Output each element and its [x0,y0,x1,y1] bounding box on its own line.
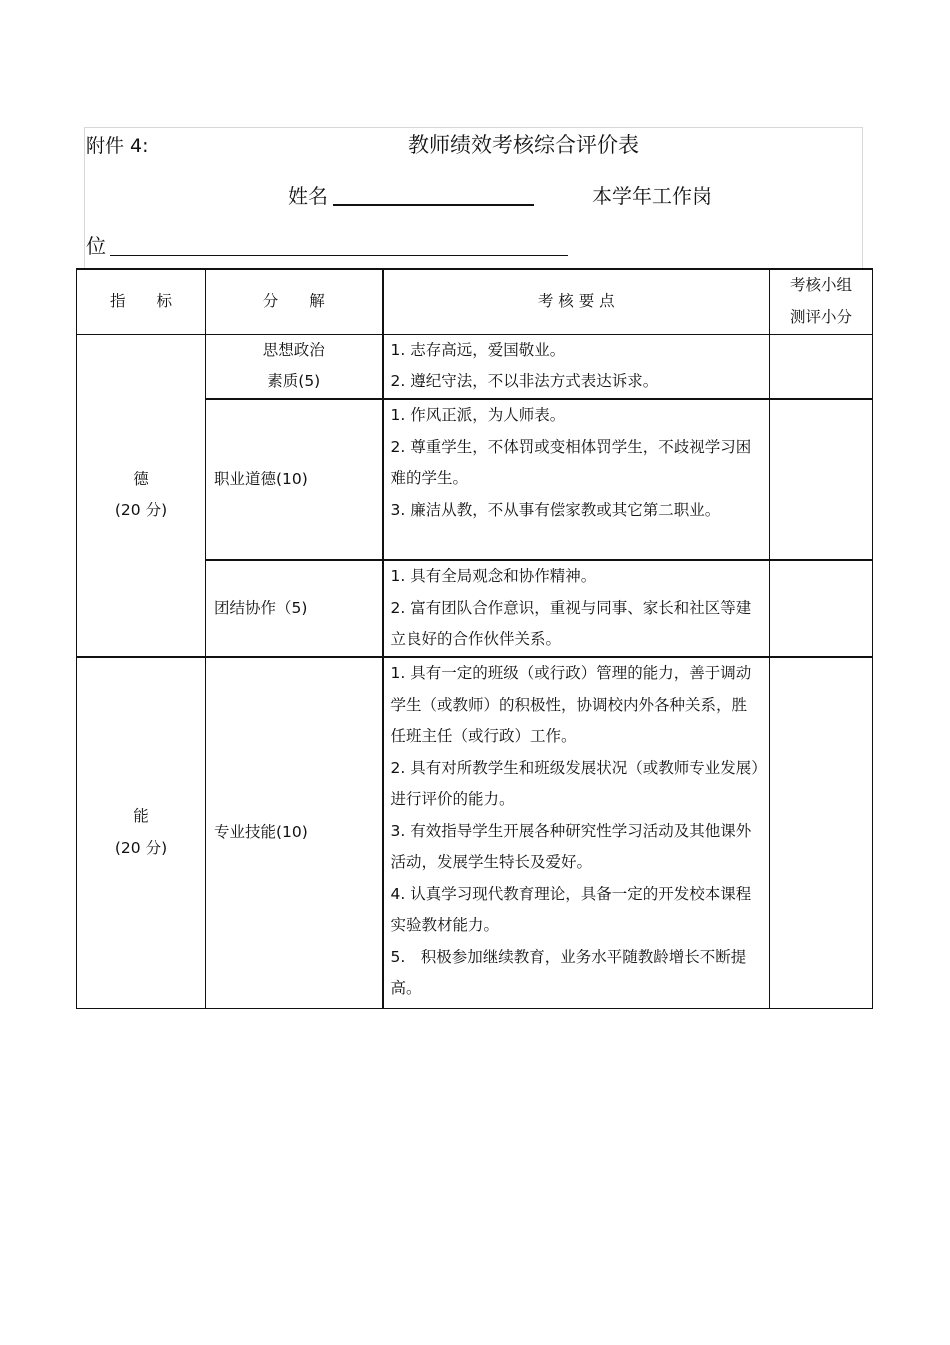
header-decomposition: 分 解 [206,269,383,334]
indicator-name: 德 [133,469,149,488]
post-field[interactable] [110,255,568,256]
score-cell[interactable] [770,399,873,560]
point-item: 2. 遵纪守法，不以非法方式表达诉求。 [390,372,659,390]
points-cell [383,334,770,399]
point-item: 5. 积极参加继续教育，业务水平随教龄增长不断提高。 [390,947,747,997]
name-field[interactable] [333,204,534,206]
score-cell[interactable] [770,657,873,1008]
decomposition-cell [206,334,383,399]
indicator-name: 能 [133,807,149,826]
points-cell [383,399,770,560]
header-score-line1: 考核小组 [789,276,852,295]
point-item: 1. 志存高远，爱国敬业。 [390,340,566,359]
decomposition-cell: 团结协作（5) [206,560,383,657]
post-label: 本学年工作岗 [592,184,712,208]
decomposition-line: 素质(5) [267,372,321,391]
post-label-continued: 位 [86,234,106,258]
table-header-row [77,269,873,334]
score-cell[interactable] [770,334,873,399]
header-score-line2: 测评小分 [789,307,852,326]
indicator-cell-neng [77,657,206,1008]
point-item: 4. 认真学习现代教育理论，具备一定的开发校本课程实验教材能力。 [390,884,752,934]
point-item: 2. 尊重学生，不体罚或变相体罚学生，不歧视学习困难的学生。 [390,437,752,487]
point-item: 2. 富有团队合作意识，重视与同事、家长和社区等建立良好的合作伙伴关系。 [390,598,752,648]
evaluation-table [76,268,873,1009]
header-indicator: 指 标 [77,269,206,334]
decomposition-cell: 专业技能(10) [206,657,383,1008]
indicator-score: (20 分) [114,838,168,857]
attachment-label: 附件 4: [86,135,149,157]
points-cell [383,657,770,1008]
indicator-score: (20 分) [114,501,168,520]
header-key-points: 考 核 要 点 [383,269,770,334]
point-item: 1. 作风正派，为人师表。 [390,406,566,424]
table-row [77,334,873,399]
form-title: 教师绩效考核综合评价表 [408,133,639,157]
decomposition-cell: 职业道德(10) [206,399,383,560]
point-item: 3. 廉洁从教，不从事有偿家教或其它第二职业。 [390,500,721,519]
points-cell [383,560,770,657]
point-item: 1. 具有全局观念和协作精神。 [390,567,597,585]
point-item: 2. 具有对所教学生和班级发展状况（或教师专业发展）进行评价的能力。 [390,758,759,808]
indicator-cell-de [77,334,206,657]
name-label: 姓名 [288,184,328,208]
table-row [77,657,873,1008]
decomposition-line: 思想政治 [262,340,325,359]
header-score [770,269,873,334]
point-item: 1. 具有一定的班级（或行政）管理的能力，善于调动学生（或教师）的积极性，协调校内外各种关系，胜任班主任（或行政）工作。 [390,664,752,745]
point-item: 3. 有效指导学生开展各种研究性学习活动及其他课外活动，发展学生特长及爱好。 [390,821,752,871]
score-cell[interactable] [770,560,873,657]
